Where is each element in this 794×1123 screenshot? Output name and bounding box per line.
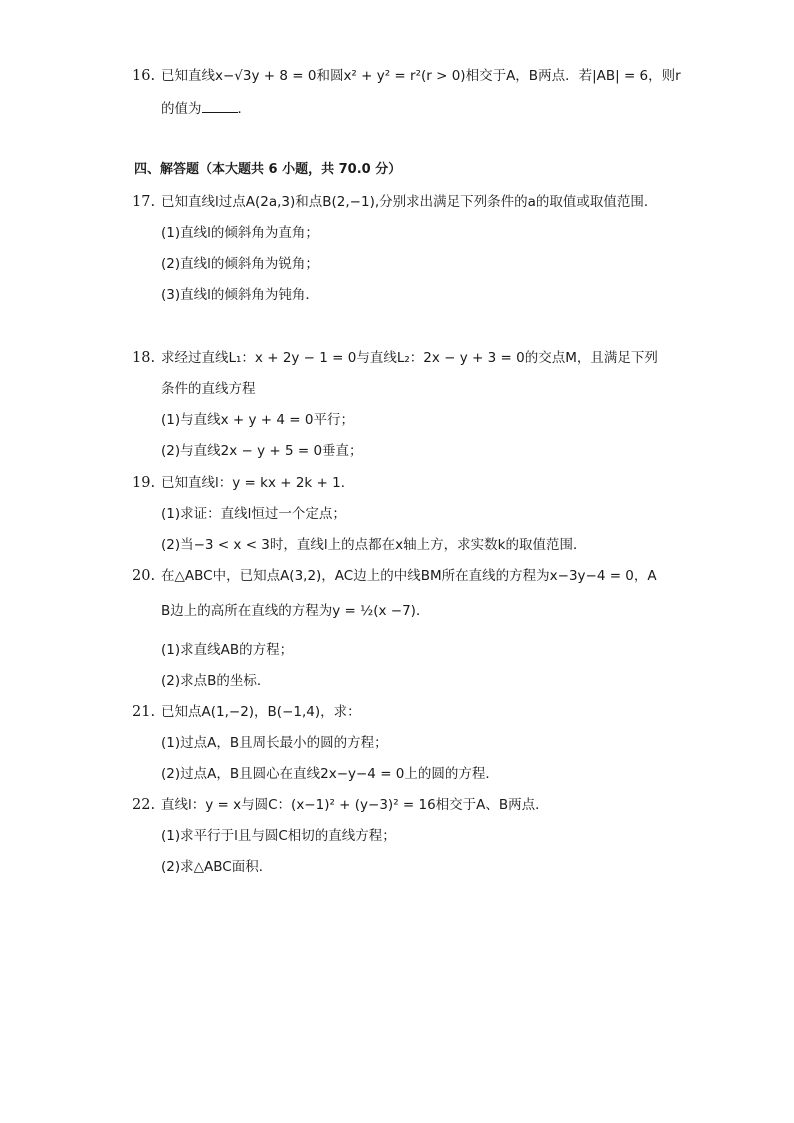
question-21-part-1: (1)过点A，B且周长最小的圆的方程；: [161, 735, 388, 751]
question-20-part-2: (2)求点B的坐标．: [161, 673, 271, 689]
question-20-number: 20.: [132, 568, 156, 584]
question-22-number: 22.: [132, 797, 156, 813]
question-20-stem-line-2: B边上的高所在直线的方程为y = ½(x −7)．: [161, 603, 430, 619]
question-22-stem: 直线l：y = x与圆C：(x−1)² + (y−3)² = 16相交于A、B两点．: [161, 797, 549, 813]
question-17-part-3: (3)直线l的倾斜角为钝角．: [161, 287, 319, 303]
question-17-stem: 已知直线l过点A(2a,3)和点B(2,−1),分别求出满足下列条件的a的取值或取值范围．: [161, 194, 658, 210]
question-17-part-2: (2)直线l的倾斜角为锐角；: [161, 256, 319, 272]
question-19-number: 19.: [132, 475, 156, 491]
question-19-stem: 已知直线l：y = kx + 2k + 1．: [161, 475, 355, 491]
question-20-stem-line-1: 在△ABC中，已知点A(3,2)，AC边上的中线BM所在直线的方程为x−3y−4 = 0，A: [161, 568, 657, 584]
question-16-line-1: 已知直线x−√3y + 8 = 0和圆x² + y² = r²(r > 0)相交于A，B两点．若|AB| = 6，则r: [161, 68, 681, 84]
question-18-part-1: (1)与直线x + y + 4 = 0平行；: [161, 412, 354, 428]
question-21-part-2: (2)过点A，B且圆心在直线2x−y−4 = 0上的圆的方程．: [161, 766, 499, 782]
question-17-number: 17.: [132, 194, 156, 210]
question-19-part-1: (1)求证：直线l恒过一个定点；: [161, 506, 346, 522]
question-21-stem: 已知点A(1,−2)，B(−1,4)，求：: [161, 704, 361, 720]
question-18-part-2: (2)与直线2x − y + 5 = 0垂直；: [161, 443, 363, 459]
question-19-part-2: (2)当−3 < x < 3时，直线l上的点都在x轴上方，求实数k的取值范围．: [161, 537, 587, 553]
question-18-stem-line-2: 条件的直线方程: [161, 381, 256, 397]
question-22-part-2: (2)求△ABC面积．: [161, 859, 273, 875]
question-20-part-1: (1)求直线AB的方程；: [161, 642, 294, 658]
question-22-part-1: (1)求平行于l且与圆C相切的直线方程；: [161, 828, 396, 844]
section-heading: 四、解答题（本大题共 6 小题，共 70.0 分）: [134, 162, 402, 177]
question-16-line-2: [161, 99, 251, 119]
question-16-number: 16.: [132, 68, 156, 84]
question-16-line-2-prefix: 的值为: [161, 101, 202, 117]
answer-blank: [202, 100, 238, 113]
question-18-stem-line-1: 求经过直线L₁：x + 2y − 1 = 0与直线L₂：2x − y + 3 = 0的交点M，且满足下列: [161, 350, 658, 366]
question-16-line-2-suffix: ．: [237, 101, 251, 117]
question-18-number: 18.: [132, 350, 156, 366]
question-21-number: 21.: [132, 704, 156, 720]
question-17-part-1: (1)直线l的倾斜角为直角；: [161, 225, 319, 241]
